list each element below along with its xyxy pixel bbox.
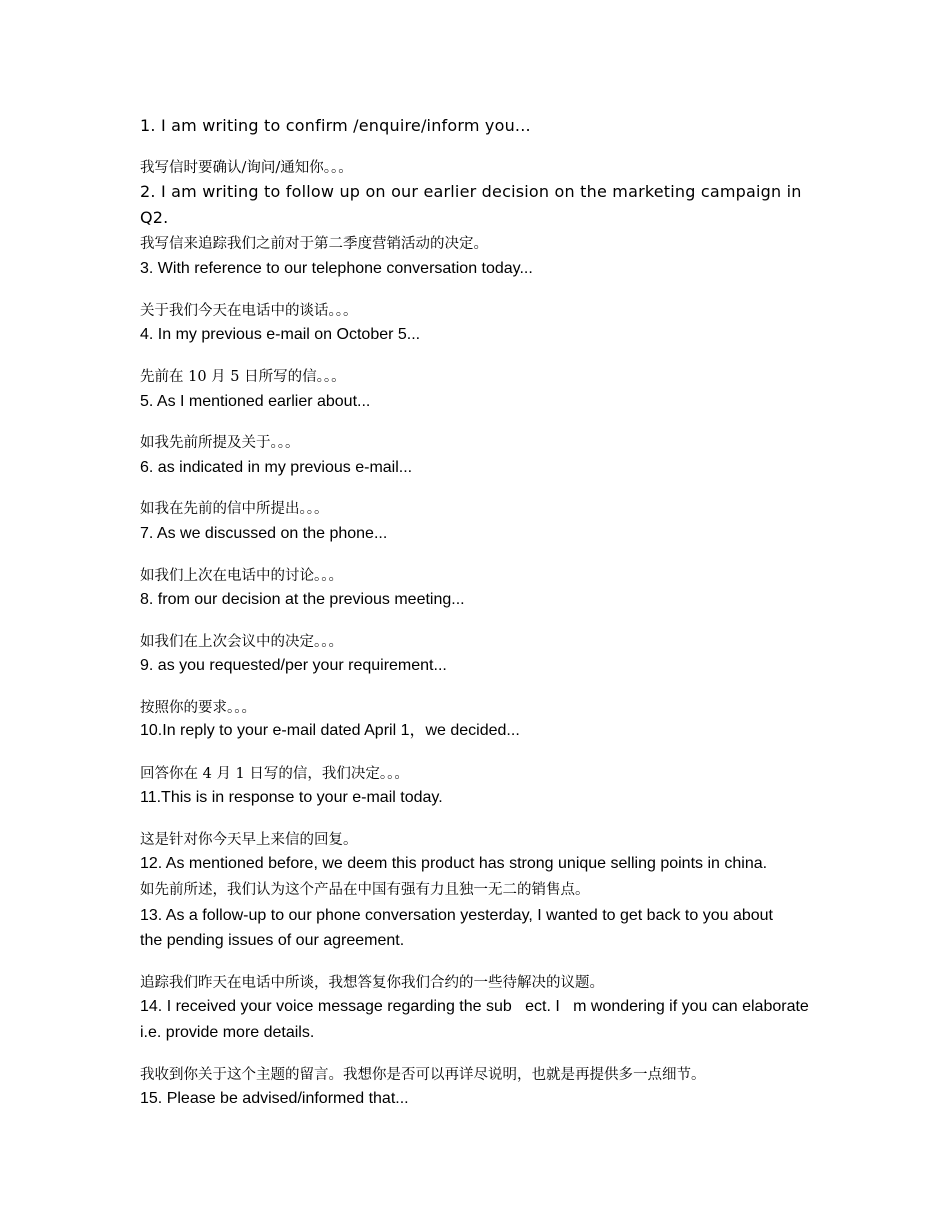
phrase-3-en: 3. With reference to our telephone conversation today...	[140, 260, 533, 277]
phrase-13-en: 13. As a follow-up to our phone conversation yesterday, I wanted to get back to you about	[140, 907, 773, 924]
phrase-13-en-cont: the pending issues of our agreement.	[140, 932, 405, 949]
phrase-7-zh: 如我们上次在电话中的讨论。。。	[140, 568, 343, 584]
phrase-14-en-cont: i.e. provide more details.	[140, 1024, 315, 1041]
phrase-5-zh: 如我先前所提及关于。。。	[140, 435, 300, 451]
phrase-10-zh: 回答你在 4 月 1 日写的信，我们决定。。。	[140, 766, 409, 782]
phrase-8-en: 8. from our decision at the previous meeting...	[140, 591, 465, 608]
phrase-2-en: 2. I am writing to follow up on our earlier decision on the marketing campaign in	[140, 182, 802, 201]
phrase-11-en: 11.This is in response to your e-mail today.	[140, 789, 443, 806]
phrase-8-zh: 如我们在上次会议中的决定。。。	[140, 634, 343, 650]
phrase-4-en: 4. In my previous e-mail on October 5...	[140, 326, 421, 343]
phrase-1-zh: 我写信时要确认/询问/通知你。。。	[140, 160, 353, 176]
phrase-7-en: 7. As we discussed on the phone...	[140, 525, 388, 542]
phrase-9-en: 9. as you requested/per your requirement...	[140, 657, 447, 674]
phrase-1-en: 1. I am writing to confirm /enquire/inform you...	[140, 116, 531, 135]
phrase-12-en: 12. As mentioned before, we deem this product has strong unique selling points in china.	[140, 855, 768, 872]
phrase-9-zh: 按照你的要求。。。	[140, 700, 256, 716]
phrase-10-en: 10.In reply to your e-mail dated April 1，we decided...	[140, 722, 520, 739]
phrase-15-en: 15. Please be advised/informed that...	[140, 1090, 409, 1107]
phrase-5-en: 5. As I mentioned earlier about...	[140, 393, 371, 410]
phrase-2-en-cont: Q2.	[140, 208, 169, 227]
phrase-3-zh: 关于我们今天在电话中的谈话。。。	[140, 303, 358, 319]
phrase-14-en: 14. I received your voice message regarding the sub ect. I m wondering if you can elaborate	[140, 998, 809, 1015]
phrase-6-zh: 如我在先前的信中所提出。。。	[140, 501, 329, 517]
phrase-4-zh: 先前在 10 月 5 日所写的信。。。	[140, 369, 346, 385]
phrase-2-zh: 我写信来追踪我们之前对于第二季度营销活动的决定。	[140, 236, 488, 252]
phrase-14-zh: 我收到你关于这个主题的留言。我想你是否可以再详尽说明，也就是再提供多一点细节。	[140, 1067, 706, 1083]
phrase-6-en: 6. as indicated in my previous e-mail...	[140, 459, 413, 476]
phrase-12-zh: 如先前所述，我们认为这个产品在中国有强有力且独一无二的销售点。	[140, 882, 590, 898]
phrase-11-zh: 这是针对你今天早上来信的回复。	[140, 832, 358, 848]
phrase-13-zh: 追踪我们昨天在电话中所谈，我想答复你我们合约的一些待解决的议题。	[140, 975, 604, 991]
